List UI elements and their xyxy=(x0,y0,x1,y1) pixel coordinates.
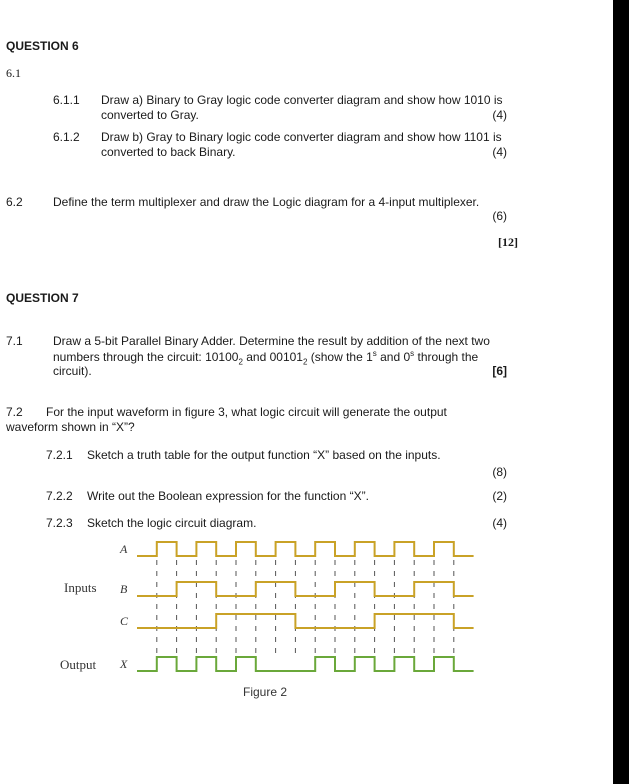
q-6-1-1-marks: (4) xyxy=(492,108,507,122)
q-6-2-line1: Define the term multiplexer and draw the Logic diagram for a 4-input multiplexer. xyxy=(53,195,480,209)
q-7-2-3-number: 7.2.3 xyxy=(46,516,73,530)
question-7-heading: QUESTION 7 xyxy=(6,291,79,305)
q-7-1-line2: numbers through the circuit: $10100_2$ and $00101_2$ (show the 1$^s$ and 0$^s$ through the xyxy=(53,349,479,367)
q-7-2-number: 7.2 xyxy=(6,405,23,419)
signal-label-b: B xyxy=(120,582,128,596)
q-7-2-line1: For the input waveform in figure 3, what logic circuit will generate the output xyxy=(46,405,447,419)
q-6-1-2-line1: Draw b) Gray to Binary logic code converter diagram and show how 1101 is xyxy=(101,130,502,144)
q-6-1-1-line2: converted to Gray. xyxy=(101,108,199,122)
right-black-border xyxy=(613,0,629,784)
q-7-1-marks: [6] xyxy=(492,364,507,378)
q-7-1-line3: circuit). xyxy=(53,364,92,378)
signal-label-x: X xyxy=(120,657,128,671)
q-6-2-marks: (6) xyxy=(492,209,507,223)
question-6-heading: QUESTION 6 xyxy=(6,39,79,53)
q-6-1-2-number: 6.1.2 xyxy=(53,130,80,144)
q-7-2-line2: waveform shown in “X”? xyxy=(6,420,135,434)
q-6-1-1-number: 6.1.1 xyxy=(53,93,80,107)
section-6-1-number: 6.1 xyxy=(6,66,21,80)
q-7-2-3-marks: (4) xyxy=(492,516,507,530)
signal-label-a: A xyxy=(120,542,128,556)
q-6-1-2-line2: converted to back Binary. xyxy=(101,145,236,159)
q-7-2-2-number: 7.2.2 xyxy=(46,489,73,503)
q-7-2-1-marks: (8) xyxy=(492,465,507,479)
waveform-c xyxy=(137,614,474,628)
q-7-2-1-text: Sketch a truth table for the output function “X” based on the inputs. xyxy=(87,448,441,462)
figure-caption: Figure 2 xyxy=(243,685,288,699)
waveform-a xyxy=(137,542,474,556)
inputs-label: Inputs xyxy=(64,580,97,595)
signal-label-c: C xyxy=(120,614,129,628)
q-6-2-number: 6.2 xyxy=(6,195,23,209)
q-6-1-1-line1: Draw a) Binary to Gray logic code converter diagram and show how 1010 is xyxy=(101,93,503,107)
q-7-2-2-text: Write out the Boolean expression for the function “X”. xyxy=(87,489,369,503)
q-7-2-1-number: 7.2.1 xyxy=(46,448,73,462)
q-7-1-number: 7.1 xyxy=(6,334,23,348)
output-label: Output xyxy=(60,657,97,672)
waveform-x xyxy=(137,657,474,671)
q6-total-marks: [12] xyxy=(498,235,518,249)
q-7-2-3-text: Sketch the logic circuit diagram. xyxy=(87,516,257,530)
q-6-1-2-marks: (4) xyxy=(492,145,507,159)
clock-guide-lines xyxy=(157,560,454,658)
q-7-2-2-marks: (2) xyxy=(492,489,507,503)
q-7-1-line1: Draw a 5-bit Parallel Binary Adder. Determine the result by addition of the next two xyxy=(53,334,490,348)
waveform-b xyxy=(137,582,474,596)
